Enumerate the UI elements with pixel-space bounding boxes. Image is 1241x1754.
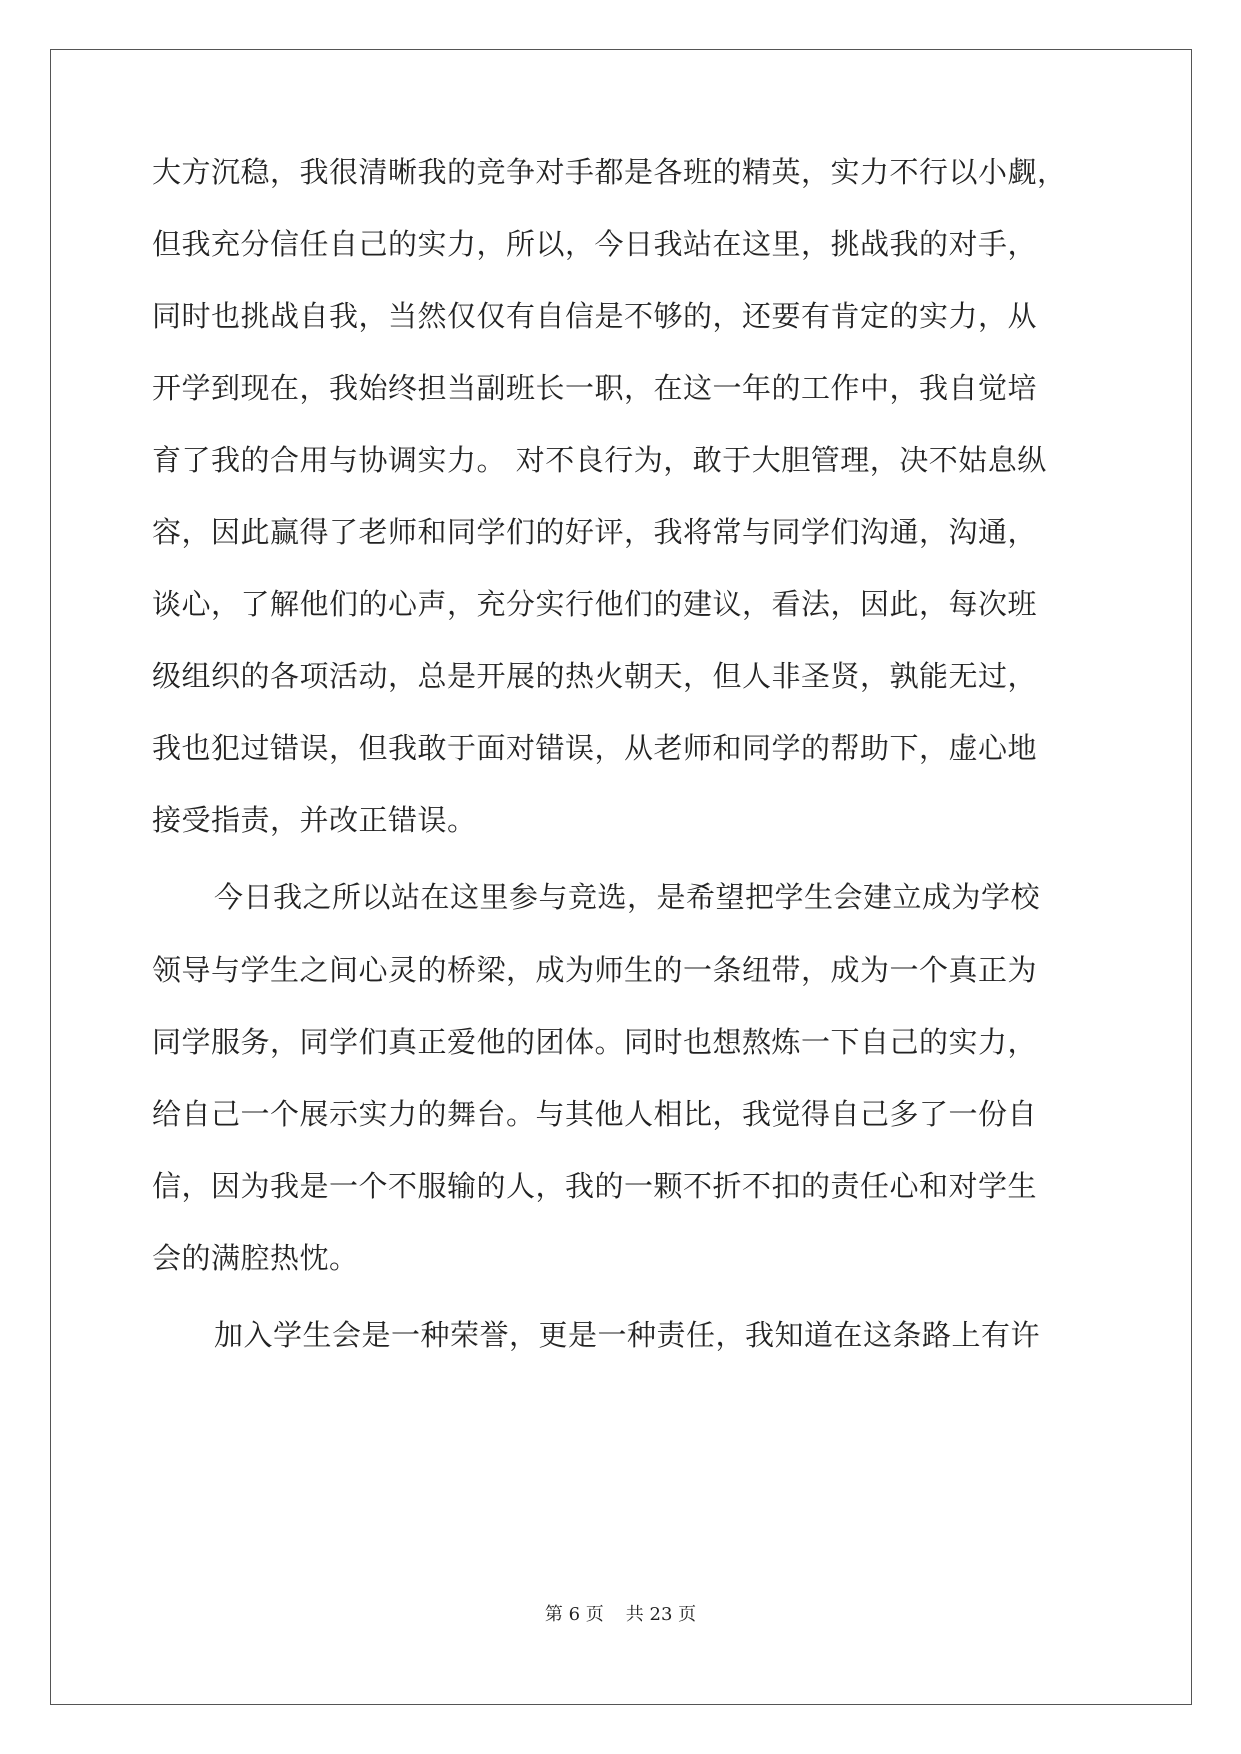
text-line: 级组织的各项活动，总是开展的热火朝天，但人非圣贤，孰能无过，	[152, 659, 1038, 693]
text-line: 同学服务，同学们真正爱他的团体。同时也想熬炼一下自己的实力，	[152, 1025, 1038, 1059]
text-line: 育了我的合用与协调实力。 对不良行为，敢于大胆管理，决不姑息纵	[152, 443, 1047, 477]
text-line: 但我充分信任自己的实力，所以，今日我站在这里，挑战我的对手，	[152, 227, 1038, 261]
page-number: 第 6 页	[544, 1604, 604, 1625]
text-line: 会的满腔热忱。	[152, 1241, 359, 1275]
text-line: 大方沉稳，我很清晰我的竞争对手都是各班的精英，实力不行以小觑，	[152, 155, 1067, 189]
text-line: 同时也挑战自我，当然仅仅有自信是不够的，还要有肯定的实力，从	[152, 299, 1038, 333]
text-line: 接受指责，并改正错误。	[152, 803, 477, 837]
text-line: 谈心，了解他们的心声，充分实行他们的建议，看法，因此，每次班	[152, 587, 1038, 621]
total-pages: 共 23 页	[625, 1604, 697, 1625]
text-line: 信，因为我是一个不服输的人，我的一颗不折不扣的责任心和对学生	[152, 1169, 1038, 1203]
page-footer	[0, 1600, 1241, 1626]
text-line: 领导与学生之间心灵的桥梁，成为师生的一条纽带，成为一个真正为	[152, 953, 1038, 987]
text-line: 容，因此赢得了老师和同学们的好评，我将常与同学们沟通，沟通，	[152, 515, 1038, 549]
text-line: 开学到现在，我始终担当副班长一职，在这一年的工作中，我自觉培	[152, 371, 1038, 405]
text-line: 我也犯过错误，但我敢于面对错误，从老师和同学的帮助下，虚心地	[152, 731, 1038, 765]
page-border	[50, 49, 1192, 1705]
paragraph-first-line: 今日我之所以站在这里参与竞选，是希望把学生会建立成为学校	[214, 880, 1041, 914]
paragraph-first-line: 加入学生会是一种荣誉，更是一种责任，我知道在这条路上有许	[214, 1318, 1041, 1352]
text-line: 给自己一个展示实力的舞台。与其他人相比，我觉得自己多了一份自	[152, 1097, 1038, 1131]
